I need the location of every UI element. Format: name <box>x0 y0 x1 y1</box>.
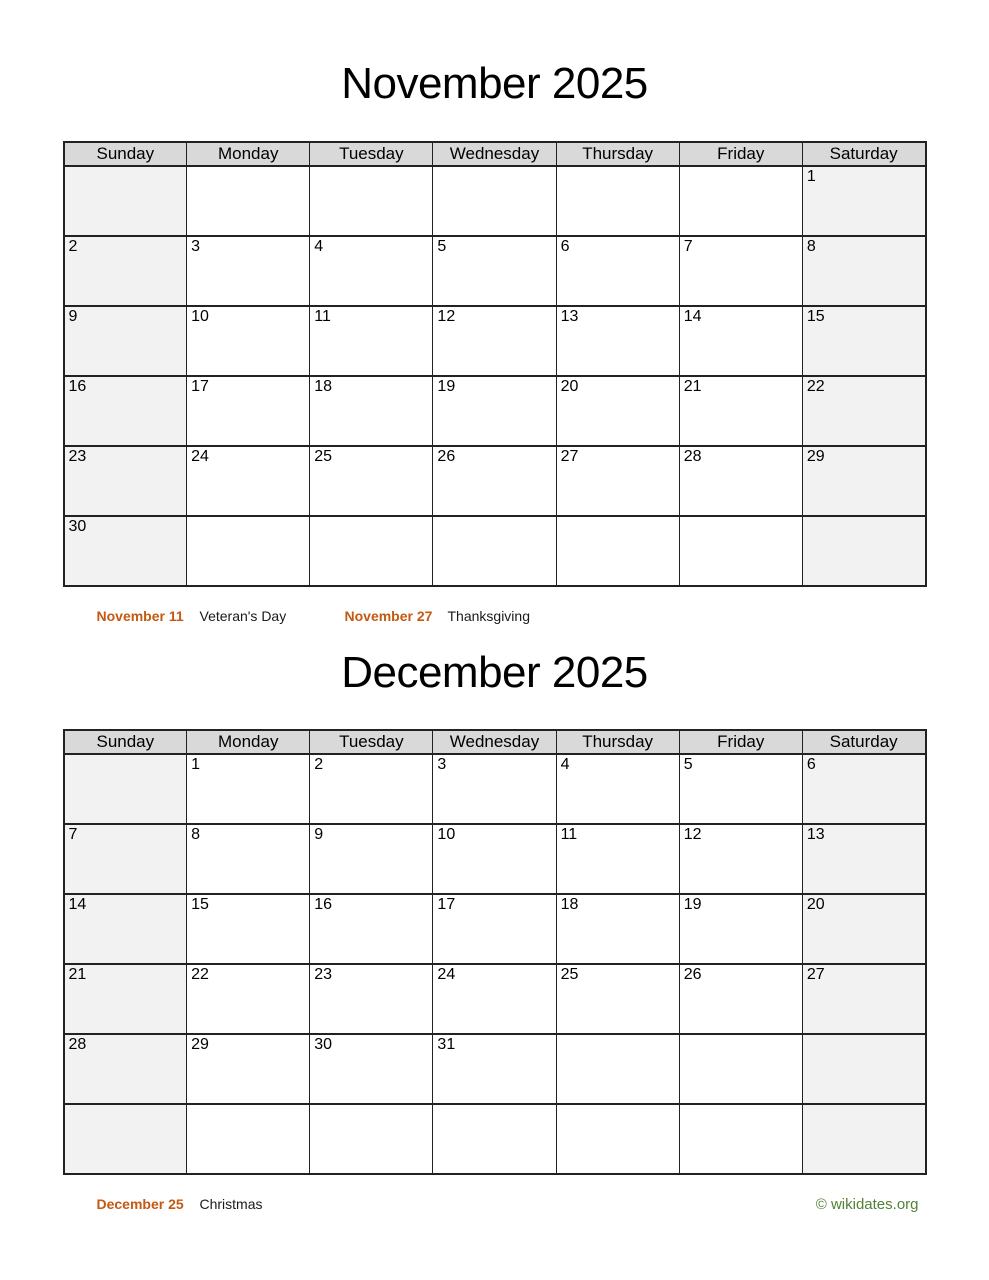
day-cell-20: 20 <box>556 376 679 446</box>
day-cell-5: 5 <box>679 754 802 824</box>
empty-day-cell <box>556 1104 679 1174</box>
day-cell-15: 15 <box>802 306 925 376</box>
holiday-legend-november <box>97 607 927 625</box>
week-row <box>64 1034 926 1104</box>
day-cell-14: 14 <box>679 306 802 376</box>
day-cell-6: 6 <box>556 236 679 306</box>
empty-day-cell <box>556 516 679 586</box>
week-row <box>64 1104 926 1174</box>
empty-day-cell <box>187 166 310 236</box>
day-cell-11: 11 <box>310 306 433 376</box>
empty-day-cell <box>64 754 187 824</box>
day-header-saturday: Saturday <box>802 730 925 754</box>
empty-day-cell <box>433 1104 556 1174</box>
empty-day-cell <box>187 1104 310 1174</box>
day-cell-4: 4 <box>556 754 679 824</box>
holiday-date-label: December 25 <box>96 1195 184 1212</box>
calendar-table-december <box>63 729 927 1175</box>
day-cell-5: 5 <box>433 236 556 306</box>
day-cell-8: 8 <box>187 824 310 894</box>
week-row <box>64 824 926 894</box>
day-header-sunday: Sunday <box>64 730 187 754</box>
day-cell-13: 13 <box>556 306 679 376</box>
empty-day-cell <box>802 1104 925 1174</box>
day-cell-21: 21 <box>64 964 187 1034</box>
day-header-monday: Monday <box>187 730 310 754</box>
week-row <box>64 894 926 964</box>
day-cell-11: 11 <box>556 824 679 894</box>
calendar-table-november <box>63 141 927 587</box>
november-section <box>63 60 927 625</box>
day-header-friday: Friday <box>679 142 802 166</box>
empty-day-cell <box>64 1104 187 1174</box>
empty-day-cell <box>433 516 556 586</box>
empty-day-cell <box>187 516 310 586</box>
day-cell-20: 20 <box>802 894 925 964</box>
day-cell-25: 25 <box>310 446 433 516</box>
day-cell-24: 24 <box>187 446 310 516</box>
month-title-december: December 2025 <box>341 648 648 698</box>
day-header-thursday: Thursday <box>556 142 679 166</box>
calendar-page <box>63 60 927 1214</box>
week-row <box>64 166 926 236</box>
wikidates-credit-link[interactable]: © wikidates.org <box>815 1195 919 1213</box>
day-cell-3: 3 <box>433 754 556 824</box>
day-cell-19: 19 <box>679 894 802 964</box>
day-cell-23: 23 <box>310 964 433 1034</box>
holiday-name-label: Veteran's Day <box>199 608 287 625</box>
day-cell-19: 19 <box>433 376 556 446</box>
day-cell-25: 25 <box>556 964 679 1034</box>
day-cell-14: 14 <box>64 894 187 964</box>
day-cell-29: 29 <box>187 1034 310 1104</box>
day-header-wednesday: Wednesday <box>433 730 556 754</box>
holiday-name-label: Thanksgiving <box>447 608 530 625</box>
empty-day-cell <box>802 516 925 586</box>
day-cell-13: 13 <box>802 824 925 894</box>
day-cell-28: 28 <box>64 1034 187 1104</box>
holiday-item-christmas <box>97 1195 345 1213</box>
empty-day-cell <box>310 516 433 586</box>
day-header-thursday: Thursday <box>556 730 679 754</box>
day-cell-18: 18 <box>310 376 433 446</box>
month-title-november: November 2025 <box>341 59 648 108</box>
day-header-wednesday: Wednesday <box>433 142 556 166</box>
day-cell-16: 16 <box>310 894 433 964</box>
holiday-item-thanksgiving <box>345 607 593 625</box>
week-row <box>64 446 926 516</box>
empty-day-cell <box>679 166 802 236</box>
day-cell-29: 29 <box>802 446 925 516</box>
week-row <box>64 306 926 376</box>
day-cell-22: 22 <box>187 964 310 1034</box>
day-cell-9: 9 <box>310 824 433 894</box>
day-cell-1: 1 <box>187 754 310 824</box>
empty-day-cell <box>679 516 802 586</box>
day-header-row <box>64 142 926 166</box>
day-cell-4: 4 <box>310 236 433 306</box>
empty-day-cell <box>310 1104 433 1174</box>
day-cell-17: 17 <box>433 894 556 964</box>
holiday-name-label: Christmas <box>199 1195 263 1212</box>
empty-day-cell <box>802 1034 925 1104</box>
day-cell-9: 9 <box>64 306 187 376</box>
day-cell-17: 17 <box>187 376 310 446</box>
day-cell-31: 31 <box>433 1034 556 1104</box>
day-cell-21: 21 <box>679 376 802 446</box>
week-row <box>64 754 926 824</box>
empty-day-cell <box>433 166 556 236</box>
empty-day-cell <box>64 166 187 236</box>
empty-day-cell <box>310 166 433 236</box>
day-cell-15: 15 <box>187 894 310 964</box>
holiday-date-label: November 27 <box>344 608 433 625</box>
day-cell-6: 6 <box>802 754 925 824</box>
day-cell-30: 30 <box>64 516 187 586</box>
day-cell-26: 26 <box>433 446 556 516</box>
week-row <box>64 236 926 306</box>
day-cell-23: 23 <box>64 446 187 516</box>
day-cell-7: 7 <box>679 236 802 306</box>
day-cell-10: 10 <box>187 306 310 376</box>
empty-day-cell <box>679 1034 802 1104</box>
day-cell-22: 22 <box>802 376 925 446</box>
day-header-tuesday: Tuesday <box>310 730 433 754</box>
day-cell-12: 12 <box>679 824 802 894</box>
day-cell-7: 7 <box>64 824 187 894</box>
day-cell-18: 18 <box>556 894 679 964</box>
page-footer <box>97 1195 927 1214</box>
day-header-monday: Monday <box>187 142 310 166</box>
day-cell-30: 30 <box>310 1034 433 1104</box>
week-row <box>64 376 926 446</box>
day-header-sunday: Sunday <box>64 142 187 166</box>
day-cell-2: 2 <box>64 236 187 306</box>
empty-day-cell <box>556 1034 679 1104</box>
day-header-tuesday: Tuesday <box>310 142 433 166</box>
day-cell-10: 10 <box>433 824 556 894</box>
day-cell-27: 27 <box>802 964 925 1034</box>
day-cell-27: 27 <box>556 446 679 516</box>
empty-day-cell <box>556 166 679 236</box>
day-cell-3: 3 <box>187 236 310 306</box>
december-section <box>63 649 927 1213</box>
day-header-friday: Friday <box>679 730 802 754</box>
holiday-item-veterans-day <box>97 607 345 625</box>
day-cell-24: 24 <box>433 964 556 1034</box>
empty-day-cell <box>679 1104 802 1174</box>
day-cell-1: 1 <box>802 166 925 236</box>
day-cell-2: 2 <box>310 754 433 824</box>
day-header-row <box>64 730 926 754</box>
holiday-date-label: November 11 <box>96 608 184 625</box>
day-cell-8: 8 <box>802 236 925 306</box>
week-row <box>64 516 926 586</box>
day-cell-12: 12 <box>433 306 556 376</box>
day-cell-26: 26 <box>679 964 802 1034</box>
day-header-saturday: Saturday <box>802 142 925 166</box>
week-row <box>64 964 926 1034</box>
day-cell-28: 28 <box>679 446 802 516</box>
day-cell-16: 16 <box>64 376 187 446</box>
